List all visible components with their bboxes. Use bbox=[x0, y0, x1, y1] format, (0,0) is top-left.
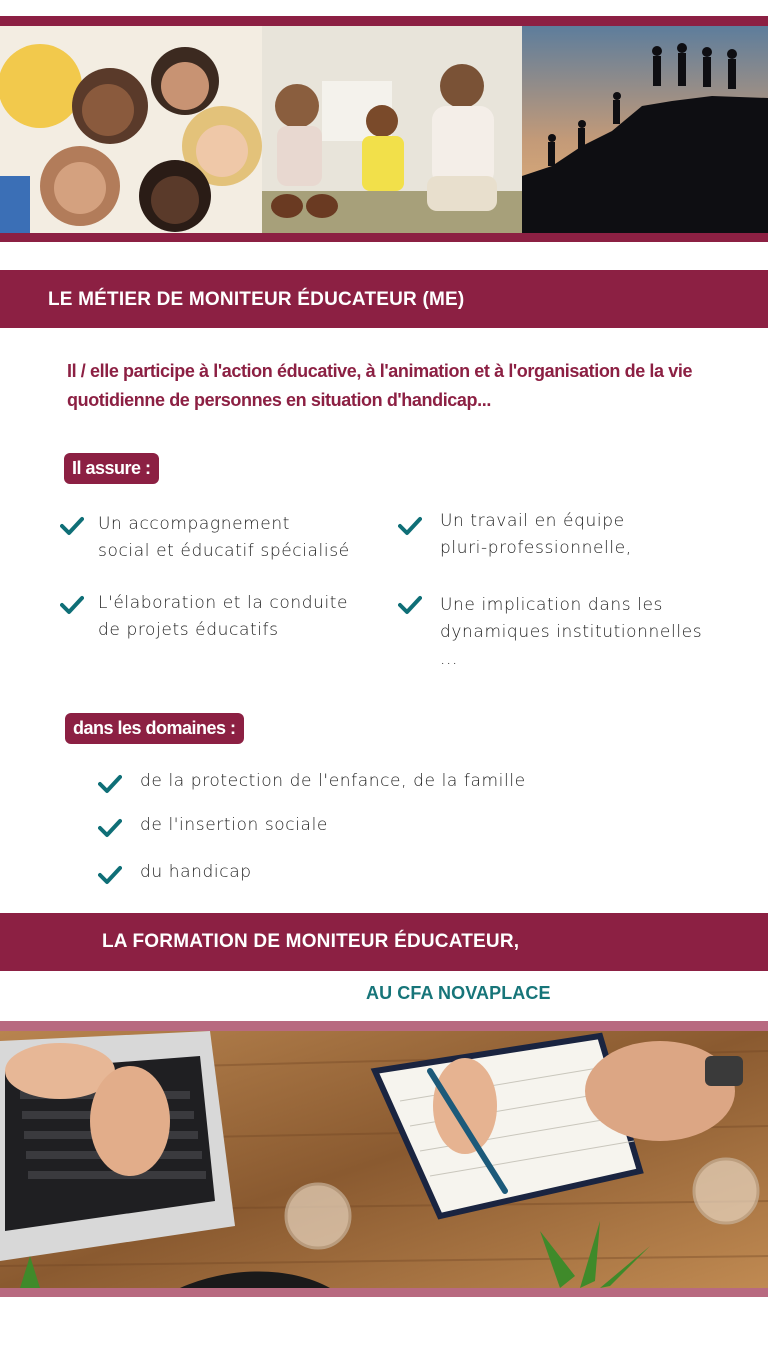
section-subtitle-cfa: AU CFA NOVAPLACE bbox=[366, 983, 551, 1003]
assure-item-2 bbox=[440, 508, 740, 562]
domaines-label: dans les domaines : bbox=[65, 713, 244, 744]
intro-line-1: Il / elle participe à l'action éducative, à l'animation et à l'organisation de la vie bbox=[67, 361, 693, 381]
section-title-metier: LE MÉTIER DE MONITEUR ÉDUCATEUR (ME) bbox=[48, 289, 465, 310]
assure-item-4-line2: dynamiques institutionnelles bbox=[440, 622, 703, 642]
assure-item-4-line1: Une implication dans les bbox=[440, 595, 664, 615]
photo-music-with-children bbox=[262, 26, 522, 233]
photo-climbers-silhouette bbox=[522, 26, 768, 233]
check-icon bbox=[398, 595, 422, 615]
check-icon bbox=[98, 865, 122, 885]
assure-item-2-line1: Un travail en équipe bbox=[440, 511, 625, 531]
assure-item-3-line1: L'élaboration et la conduite bbox=[98, 593, 349, 613]
domaine-item-1: de la protection de l'enfance, de la famille bbox=[140, 771, 526, 791]
assure-item-4-line3: ... bbox=[440, 649, 459, 669]
assure-item-3-line2: de projets éducatifs bbox=[98, 620, 279, 640]
assure-item-1-line2: social et éducatif spécialisé bbox=[98, 541, 350, 561]
section-title-formation: LA FORMATION DE MONITEUR ÉDUCATEUR, bbox=[102, 931, 520, 952]
domaine-item-2: de l'insertion sociale bbox=[140, 815, 328, 835]
assure-item-1-line1: Un accompagnement bbox=[98, 514, 290, 534]
check-icon bbox=[60, 516, 84, 536]
assure-item-4 bbox=[440, 592, 740, 673]
check-icon bbox=[60, 595, 84, 615]
check-icon bbox=[98, 774, 122, 794]
assure-item-1 bbox=[98, 511, 388, 565]
intro-line-2: quotidienne de personnes en situation d'handicap... bbox=[67, 390, 491, 410]
photo-desk-laptop-notebook bbox=[0, 1031, 768, 1288]
photo-group-of-friends bbox=[0, 26, 262, 233]
assure-item-3 bbox=[98, 590, 388, 644]
check-icon bbox=[98, 818, 122, 838]
domaine-item-3: du handicap bbox=[140, 862, 252, 882]
check-icon bbox=[398, 516, 422, 536]
assure-label: Il assure : bbox=[64, 453, 159, 484]
assure-item-2-line2: pluri-professionnelle, bbox=[440, 538, 632, 558]
